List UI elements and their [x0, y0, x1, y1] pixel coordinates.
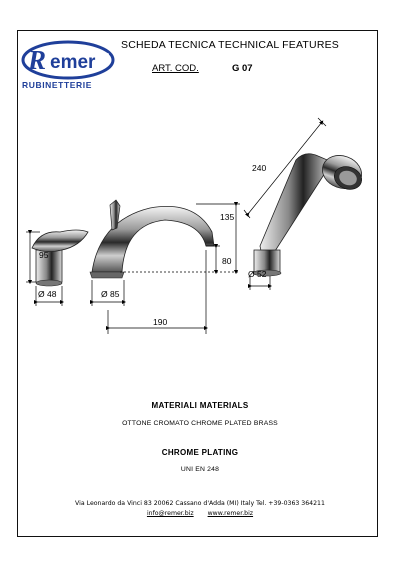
dim-spacing: 190: [153, 317, 168, 327]
sheet-title: SCHEDA TECNICA TECHNICAL FEATURES: [121, 39, 340, 51]
footer-links: [0, 510, 400, 517]
dim-spout-height: 135: [220, 212, 235, 222]
dim-spout-base-height: 80: [222, 256, 232, 266]
footer-address: Via Leonardo da Vinci 83 20062 Cassano d'Adda (MI) Italy Tel. +39-0363 364211: [75, 500, 325, 507]
dim-mixer-diameter: Ø 48: [38, 289, 57, 299]
materials-text: OTTONE CROMATO CHROME PLATED BRASS: [122, 420, 278, 427]
hand-shower: [253, 150, 366, 276]
dim-shower-diameter: Ø 52: [248, 269, 267, 279]
svg-text:R: R: [28, 45, 47, 75]
footer-email-link[interactable]: info@remer.biz: [146, 510, 194, 517]
svg-text:emer: emer: [50, 52, 96, 73]
spout-body: [90, 200, 214, 278]
plating-title: CHROME PLATING: [161, 448, 239, 457]
plating-standard: UNI EN 248: [180, 466, 220, 473]
footer-website-link[interactable]: www.remer.biz: [207, 510, 254, 517]
brand-subtitle: RUBINETTERIE: [22, 80, 93, 90]
dim-spout-diameter: Ø 85: [101, 289, 120, 299]
dim-shower-length: 240: [252, 163, 267, 173]
dim-mixer-height: 95: [39, 250, 49, 260]
article-code-label: ART. COD.: [152, 63, 199, 74]
materials-title: MATERIALI MATERIALS: [151, 401, 249, 410]
article-code-value: G 07: [232, 63, 253, 74]
